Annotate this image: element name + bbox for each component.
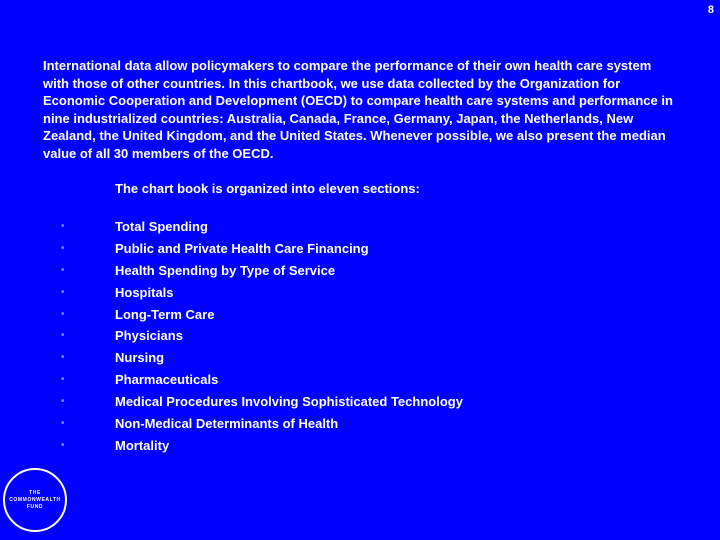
section-label: Total Spending <box>115 219 208 234</box>
page-number: 8 <box>707 4 714 16</box>
section-label: Mortality <box>115 437 170 453</box>
section-label: Hospitals <box>115 284 174 300</box>
bullet-icon: • <box>61 374 65 386</box>
bullet-icon: • <box>61 439 65 451</box>
section-label: Public and Private Health Care Financing <box>115 240 369 256</box>
section-label: Non-Medical Determinants of Health <box>115 416 339 432</box>
bullet-icon: • <box>61 221 65 232</box>
bullet-icon: • <box>61 418 65 430</box>
section-label: Long-Term Care <box>115 306 215 322</box>
section-label: Health Spending by Type of Service <box>115 262 336 278</box>
bullet-icon: • <box>61 308 65 320</box>
bullet-icon: • <box>61 352 65 364</box>
section-label: Physicians <box>115 328 183 344</box>
bullet-icon: • <box>61 242 65 254</box>
bullet-icon: • <box>61 330 65 342</box>
section-label: Pharmaceuticals <box>115 372 219 388</box>
intro-paragraph: International data allow policymakers to compare the performance of their own health care system with those of other countries. In this chartbook, we use data collected by the Organization for Economic Cooperation and Development (OECD) to compare health care systems and performance in nine industrialized countries: Australia, Canada, France, Germany, Japan, the Netherlands, New Zealand, the United Kingdom, and the United States. Whenever possible, we also present the median value of all 30 members of the OECD. <box>43 58 673 161</box>
logo-line: COMMONWEALTH <box>9 496 61 503</box>
bullet-icon: • <box>61 264 65 276</box>
section-label: Nursing <box>115 350 165 366</box>
bullet-icon: • <box>61 286 65 298</box>
logo-line: FUND <box>26 503 44 510</box>
sections-heading: The chart book is organized into eleven sections: <box>115 181 420 196</box>
logo-line: THE <box>29 489 41 496</box>
bullet-icon: • <box>61 396 65 408</box>
commonwealth-fund-logo <box>3 468 67 532</box>
section-label: Medical Procedures Involving Sophisticated Technology <box>115 394 463 410</box>
